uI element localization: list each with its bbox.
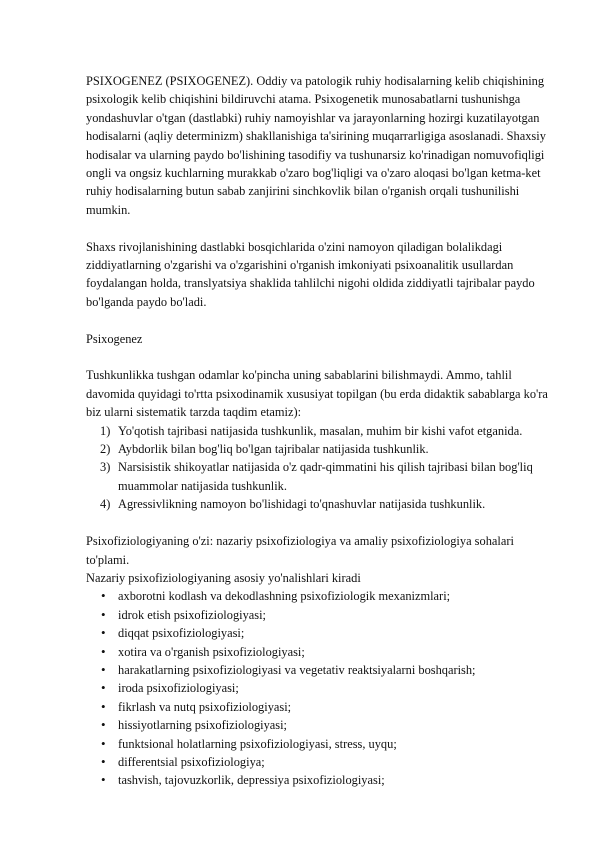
bullet-icon: • — [101, 698, 106, 714]
paragraph-spacer — [86, 348, 554, 366]
bullet-item-text: tashvish, tajovuzkorlik, depressiya psixofiziologiyasi; — [118, 773, 385, 788]
bullet-item — [86, 587, 554, 605]
bullet-item-text: xotira va o'rganish psixofiziologiyasi; — [118, 644, 305, 659]
paragraph-spacer — [86, 514, 554, 532]
list-item — [86, 495, 554, 513]
bullet-item — [86, 643, 554, 661]
bullet-item — [86, 698, 554, 716]
document-body — [86, 72, 554, 790]
bullet-icon: • — [101, 717, 106, 733]
list-item-text: Aybdorlik bilan bog'liq bo'lgan tajribalar natijasida tushkunlik. — [118, 442, 429, 457]
bullet-item-text: diqqat psixofiziologiyasi; — [118, 626, 245, 641]
paragraph-spacer — [86, 219, 554, 237]
numbered-list — [86, 422, 554, 514]
bullet-item — [86, 624, 554, 642]
bullet-icon: • — [101, 643, 106, 659]
bullet-icon: • — [101, 625, 106, 641]
list-item — [86, 422, 554, 440]
bullet-icon: • — [101, 588, 106, 604]
list-item-text: Agressivlikning namoyon bo'lishidagi to'qnashuvlar natijasida tushkunlik. — [118, 497, 486, 512]
bullet-item-text: fikrlash va nutq psixofiziologiyasi; — [118, 699, 292, 714]
list-item-text: Yo'qotish tajribasi natijasida tushkunlik, masalan, muhim bir kishi vafot etganida. — [118, 423, 523, 438]
paragraph-definition: PSIXOGENEZ (PSIXOGENEZ). Oddiy va patologik ruhiy hodisalarning kelib chiqishining psixologik kelib chiqishini bildiruvchi atama. Psixogenetik munosabatlarni tushunishga yondashuvlar o'tgan (dastlabki) ruhiy namoyishlar va jarayonlarning hozirgi kuzatilayotgan hodisalarni (aqliy determinizm) shakllanishiga ta'sirining muqarrarligiga asoslanadi. Shaxsiy hodisalar va ularning paydo bo'lishining tasodifiy va tushunarsiz ko'rinadigan nomuvofiqligi ongli va ongsiz kuchlarning murakkab o'zaro bog'liqligi va o'zaro aloqasi bo'lgan ketma-ket ruhiy hodisalarning butun sabab zanjirini sinchkovlik bilan o'rganish orqali tushunilishi mumkin. — [86, 74, 546, 217]
list-number: 4) — [100, 497, 111, 512]
bullet-item-text: hissiyotlarning psixofiziologiyasi; — [118, 718, 287, 733]
list-item — [86, 440, 554, 458]
paragraph-development: Shaxs rivojlanishining dastlabki bosqichlarida o'zini namoyon qiladigan bolalikdagi ziddiyatlarning o'zgarishi va o'zgarishini o'rganish imkoniyati psixoanalitik usullardan foydalangan holda, translyatsiya shaklida tahlilchi nigohi oldida ziddiyatli tajribalar paydo bo'lganda paydo bo'ladi. — [86, 239, 535, 309]
list-number: 2) — [100, 442, 111, 457]
bullet-item-text: funktsional holatlarning psixofiziologiyasi, stress, uyqu; — [118, 736, 397, 751]
list-number: 1) — [100, 423, 111, 438]
bullet-item — [86, 771, 554, 789]
bullet-item-text: idrok etish psixofiziologiyasi; — [118, 607, 266, 622]
bullet-item-text: iroda psixofiziologiyasi; — [118, 681, 239, 696]
bullet-item-text: harakatlarning psixofiziologiyasi va vegetativ reaktsiyalarni boshqarish; — [118, 662, 476, 677]
bullet-icon: • — [101, 753, 106, 769]
bullet-list — [86, 587, 554, 789]
section-heading: Psixogenez — [86, 331, 143, 346]
bullet-icon: • — [101, 680, 106, 696]
paragraph-directions-intro: Nazariy psixofiziologiyaning asosiy yo'nalishlari kiradi — [86, 570, 361, 585]
bullet-item-text: differentsial psixofiziologiya; — [118, 754, 265, 769]
bullet-icon: • — [101, 661, 106, 677]
paragraph-spacer — [86, 311, 554, 329]
bullet-icon: • — [101, 772, 106, 788]
bullet-item — [86, 735, 554, 753]
bullet-item — [86, 661, 554, 679]
bullet-item — [86, 716, 554, 734]
paragraph-depression-intro: Tushkunlikka tushgan odamlar ko'pincha uning sabablarini bilishmaydi. Ammo, tahlil davomida quyidagi to'rtta psixodinamik xususiyat topilgan (bu erda didaktik sabablarga ko'ra biz ularni sistematik tarzda taqdim etamiz): — [86, 368, 548, 420]
paragraph-psychophysiology: Psixofiziologiyaning o'zi: nazariy psixofiziologiya va amaliy psixofiziologiya sohalari to'plami. — [86, 534, 514, 567]
list-item-text: Narsisistik shikoyatlar natijasida o'z qadr-qimmatini his qilish tajribasi bilan bog'liq muammolar natijasida tushkunlik. — [118, 460, 533, 493]
bullet-item — [86, 679, 554, 697]
bullet-item — [86, 606, 554, 624]
list-item — [86, 458, 554, 495]
bullet-item — [86, 753, 554, 771]
bullet-item-text: axborotni kodlash va dekodlashning psixofiziologik mexanizmlari; — [118, 589, 451, 604]
bullet-icon: • — [101, 606, 106, 622]
bullet-icon: • — [101, 735, 106, 751]
list-number: 3) — [100, 460, 111, 475]
